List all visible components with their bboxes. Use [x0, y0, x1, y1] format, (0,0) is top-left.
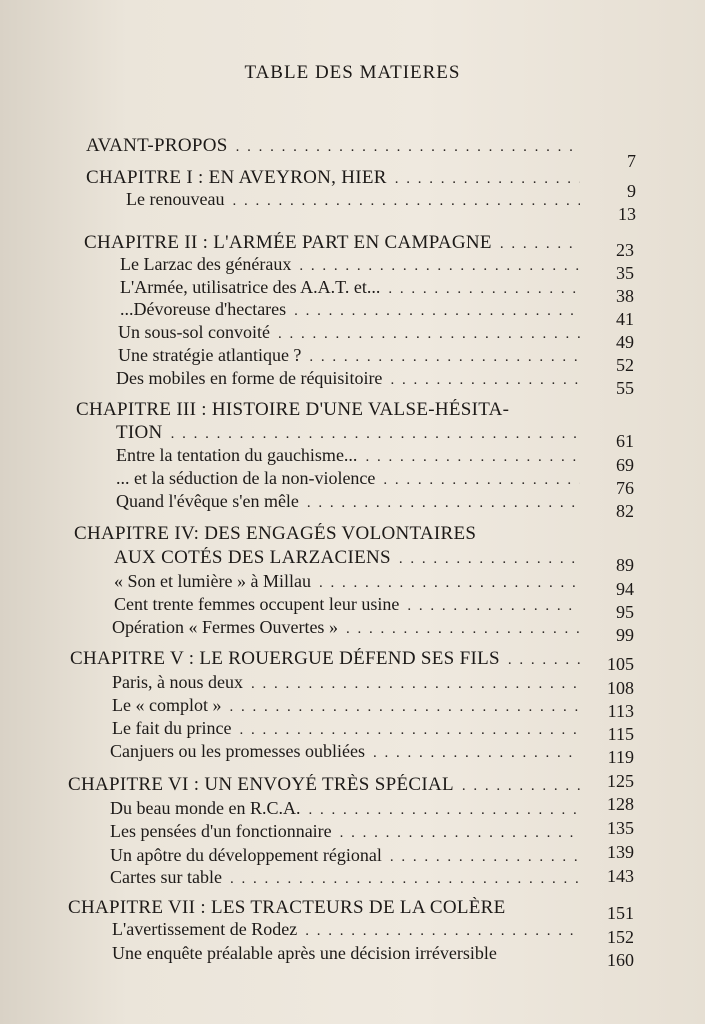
toc-entry-label: Le renouveau: [126, 189, 225, 209]
leader-dots: [229, 699, 580, 716]
toc-entry-label: CHAPITRE I : EN AVEYRON, HIER: [86, 167, 387, 188]
toc-entry-label: Un apôtre du développement régional: [110, 845, 382, 865]
toc-page-number: 9: [627, 181, 636, 201]
toc-section: [120, 299, 586, 323]
leader-dots: [239, 722, 580, 739]
toc-entry-label: ...Dévoreuse d'hectares: [120, 299, 287, 319]
toc-section: [112, 943, 586, 967]
toc-page-number: 13: [618, 204, 636, 224]
toc-chapter-2: [84, 232, 586, 256]
toc-section: [112, 617, 586, 641]
toc-page-number: 38: [616, 286, 634, 306]
leader-dots: [230, 871, 580, 888]
toc-section: [112, 695, 586, 719]
toc-page-number: 55: [616, 378, 634, 398]
toc-page-number: 115: [607, 724, 634, 744]
toc-entry-label: Du beau monde en R.C.A.: [110, 798, 301, 818]
toc-chapter-3-continued: [116, 422, 586, 446]
leader-dots: [500, 236, 580, 253]
leader-dots: [399, 551, 580, 568]
toc-chapter-3: [76, 399, 586, 423]
toc-chapter-7: [68, 897, 586, 921]
toc-entry-label: Des mobiles en forme de réquisitoire: [116, 368, 383, 388]
toc-page-number: 139: [607, 842, 634, 862]
leader-dots: [390, 372, 580, 389]
toc-page-number: 119: [607, 747, 634, 767]
toc-entry-label: Quand l'évêque s'en mêle: [116, 491, 299, 511]
toc-section: [118, 322, 586, 346]
toc-page-number: 69: [616, 455, 634, 475]
toc-chapter-6: [68, 774, 586, 798]
toc-entry-label: « Son et lumière » à Millau: [114, 571, 311, 591]
toc-section: [110, 867, 586, 891]
toc-section: [110, 821, 586, 845]
leader-dots: [508, 652, 580, 669]
toc-section: [118, 345, 586, 369]
toc-page-number: 113: [607, 701, 634, 721]
toc-section: [112, 672, 586, 696]
toc-entry-label: CHAPITRE VI : UN ENVOYÉ TRÈS SPÉCIAL: [68, 774, 454, 795]
toc-page-number: 61: [616, 431, 634, 451]
toc-section: [116, 368, 586, 392]
toc-entry-label: ... et la séduction de la non-violence: [116, 468, 376, 488]
leader-dots: [309, 349, 580, 366]
leader-dots: [462, 778, 580, 795]
toc-chapter-5: [70, 648, 586, 672]
toc-section: [116, 468, 586, 492]
leader-dots: [365, 449, 580, 466]
toc-chapter-4: [74, 523, 586, 547]
toc-section: [126, 189, 586, 213]
toc-page-number: 49: [616, 332, 634, 352]
toc-entry-label: L'avertissement de Rodez: [112, 919, 298, 939]
toc-entry-label: CHAPITRE IV: DES ENGAGÉS VOLONTAIRES: [74, 523, 477, 544]
toc-page-number: 95: [616, 602, 634, 622]
toc-entry-label: TION: [116, 422, 163, 443]
toc-page-number: 160: [607, 950, 634, 970]
toc-page-number: 108: [607, 678, 634, 698]
page-title: TABLE DES MATIERES: [244, 62, 461, 83]
leader-dots: [294, 303, 580, 320]
toc-entry-label: Cartes sur table: [110, 867, 222, 887]
toc-page-number: 35: [616, 263, 634, 283]
toc-entry-label: CHAPITRE II : L'ARMÉE PART EN CAMPAGNE: [84, 232, 492, 253]
leader-dots: [171, 426, 580, 443]
leader-dots: [236, 139, 580, 156]
leader-dots: [407, 598, 580, 615]
toc-page-number: 151: [607, 903, 634, 923]
toc-entry-label: Paris, à nous deux: [112, 672, 243, 692]
toc-page-number: 7: [627, 151, 636, 171]
leader-dots: [340, 825, 580, 842]
leader-dots: [251, 676, 580, 693]
toc-page-number: 82: [616, 501, 634, 521]
toc-entry-label: Une enquête préalable après une décision irréversible: [112, 943, 497, 963]
toc-page-number: 94: [616, 579, 634, 599]
toc-section: [116, 445, 586, 469]
leader-dots: [346, 621, 580, 638]
toc-entry-label: AVANT-PROPOS: [86, 135, 228, 156]
toc-page-number: 41: [616, 309, 634, 329]
leader-dots: [390, 849, 580, 866]
toc-entry-label: Cent trente femmes occupent leur usine: [114, 594, 400, 614]
toc-entry-label: CHAPITRE V : LE ROUERGUE DÉFEND SES FILS: [70, 648, 500, 669]
toc-page-number: 105: [607, 654, 634, 674]
leader-dots: [299, 258, 580, 275]
leader-dots: [383, 472, 580, 489]
toc-page-number: 89: [616, 555, 634, 575]
toc-section: [112, 919, 586, 943]
leader-dots: [307, 495, 580, 512]
leader-dots: [308, 802, 580, 819]
leader-dots: [319, 575, 580, 592]
toc-section: [116, 491, 586, 515]
toc-section: [120, 277, 586, 301]
toc-entry-label: Les pensées d'un fonctionnaire: [110, 821, 332, 841]
leader-dots: [373, 745, 580, 762]
toc-page-number: 99: [616, 625, 634, 645]
toc-entry-label: Le fait du prince: [112, 718, 232, 738]
toc-section: [120, 254, 586, 278]
leader-dots: [278, 326, 580, 343]
toc-page-number: 23: [616, 240, 634, 260]
toc-section: [110, 798, 586, 822]
toc-section: [114, 594, 586, 618]
toc-page-number: 135: [607, 818, 634, 838]
toc-entry-label: L'Armée, utilisatrice des A.A.T. et...: [120, 277, 381, 297]
toc-entry-label: Le Larzac des généraux: [120, 254, 292, 274]
toc-entry-label: AUX COTÉS DES LARZACIENS: [114, 547, 391, 568]
toc-page-number: 125: [607, 771, 634, 791]
toc-entry-label: Une stratégie atlantique ?: [118, 345, 302, 365]
toc-entry-label: CHAPITRE VII : LES TRACTEURS DE LA COLÈRE: [68, 897, 506, 918]
toc-page-number: 143: [607, 866, 634, 886]
toc-page-number: 52: [616, 355, 634, 375]
leader-dots: [388, 281, 580, 298]
leader-dots: [232, 193, 580, 210]
toc-page-number: 76: [616, 478, 634, 498]
toc-entry-label: Un sous-sol convoité: [118, 322, 270, 342]
toc-page-number: 152: [607, 927, 634, 947]
toc-chapter-1: [86, 167, 586, 191]
toc-entry-label: Opération « Fermes Ouvertes »: [112, 617, 338, 637]
toc-section: [110, 845, 586, 869]
toc-section: [112, 718, 586, 742]
toc-entry-label: Canjuers ou les promesses oubliées: [110, 741, 365, 761]
toc-entry-label: Le « complot »: [112, 695, 222, 715]
toc-section: [114, 571, 586, 595]
toc-entry-label: Entre la tentation du gauchisme...: [116, 445, 358, 465]
toc-section: [110, 741, 586, 765]
toc-chapter-4-continued: [114, 547, 586, 571]
leader-dots: [395, 171, 580, 188]
toc-entry-avant-propos: [86, 135, 586, 159]
leader-dots: [305, 923, 580, 940]
toc-entry-label: CHAPITRE III : HISTOIRE D'UNE VALSE-HÉSITA-: [76, 399, 510, 420]
toc-page-number: 128: [607, 794, 634, 814]
